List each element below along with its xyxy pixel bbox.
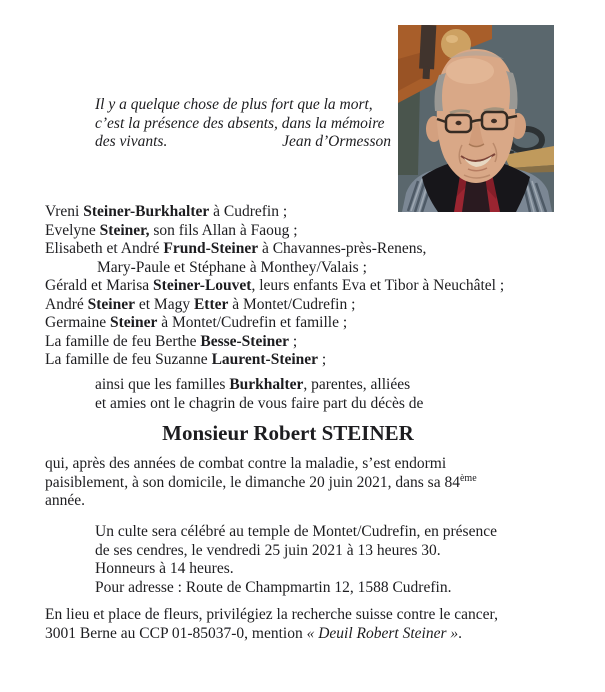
ceremony-details <box>95 523 497 597</box>
death-line-1: qui, après des années de combat contre la maladie, s’est endormi <box>45 455 447 472</box>
donation-note <box>45 606 498 643</box>
quote-line-3-text: des vivants. <box>95 133 168 150</box>
announcement-line-2: et amies ont le chagrin de vous faire part du décès de <box>95 394 424 412</box>
quote-line-3 <box>95 133 391 152</box>
ceremony-line-1: Un culte sera célébré au temple de Montet/Cudrefin, en présence <box>95 523 497 540</box>
death-details <box>45 455 477 511</box>
donation-line-1: En lieu et place de fleurs, privilégiez la recherche suisse contre le cancer, <box>45 606 498 623</box>
family-line: André Steiner et Magy Etter à Montet/Cudrefin ; <box>45 295 356 313</box>
family-line: La famille de feu Suzanne Laurent-Steiner ; <box>45 351 327 368</box>
eye-left <box>456 121 462 125</box>
donation-line-2: 3001 Berne au CCP 01-85037-0, mention « Deuil Robert Steiner ». <box>45 624 463 642</box>
family-line: Elisabeth et André Frund-Steiner à Chavannes-près-Renens, <box>45 240 427 257</box>
death-line-2: paisiblement, à son domicile, le dimanche 20 juin 2021, dans sa 84ème <box>45 472 477 491</box>
ceremony-line-2: de ses cendres, le vendredi 25 juin 2021 à 13 heures 30. <box>95 541 441 559</box>
quote-line-2: c’est la présence des absents, dans la mémoire <box>95 114 385 132</box>
deceased-name: Monsieur Robert STEINER <box>162 421 414 445</box>
family-list <box>45 203 504 370</box>
eye-right <box>491 119 497 123</box>
family-line: La famille de feu Berthe Besse-Steiner ; <box>45 332 298 350</box>
death-line-3: année. <box>45 492 86 509</box>
quote-author: Jean d’Ormesson <box>282 133 391 150</box>
family-line: Gérald et Marisa Steiner-Louvet, leurs enfants Eva et Tibor à Neuchâtel ; <box>45 277 505 294</box>
announcement-line-1: ainsi que les familles Burkhalter, parentes, alliées <box>95 376 411 393</box>
family-line: Evelyne Steiner, son fils Allan à Faoug ; <box>45 221 298 239</box>
ceremony-line-3: Honneurs à 14 heures. <box>95 560 234 577</box>
quote-line-1: Il y a quelque chose de plus fort que la mort, <box>95 96 373 113</box>
memorial-quote <box>95 96 391 152</box>
family-line: Germaine Steiner à Montet/Cudrefin et famille ; <box>45 314 348 331</box>
family-line: Vreni Steiner-Burkhalter à Cudrefin ; <box>45 203 288 220</box>
portrait-photo <box>398 25 554 212</box>
ceremony-line-4: Pour adresse : Route de Champmartin 12, 1588 Cudrefin. <box>95 578 452 596</box>
announcement-text <box>95 376 423 413</box>
family-line: Mary-Paule et Stéphane à Monthey/Valais ; <box>97 258 367 276</box>
